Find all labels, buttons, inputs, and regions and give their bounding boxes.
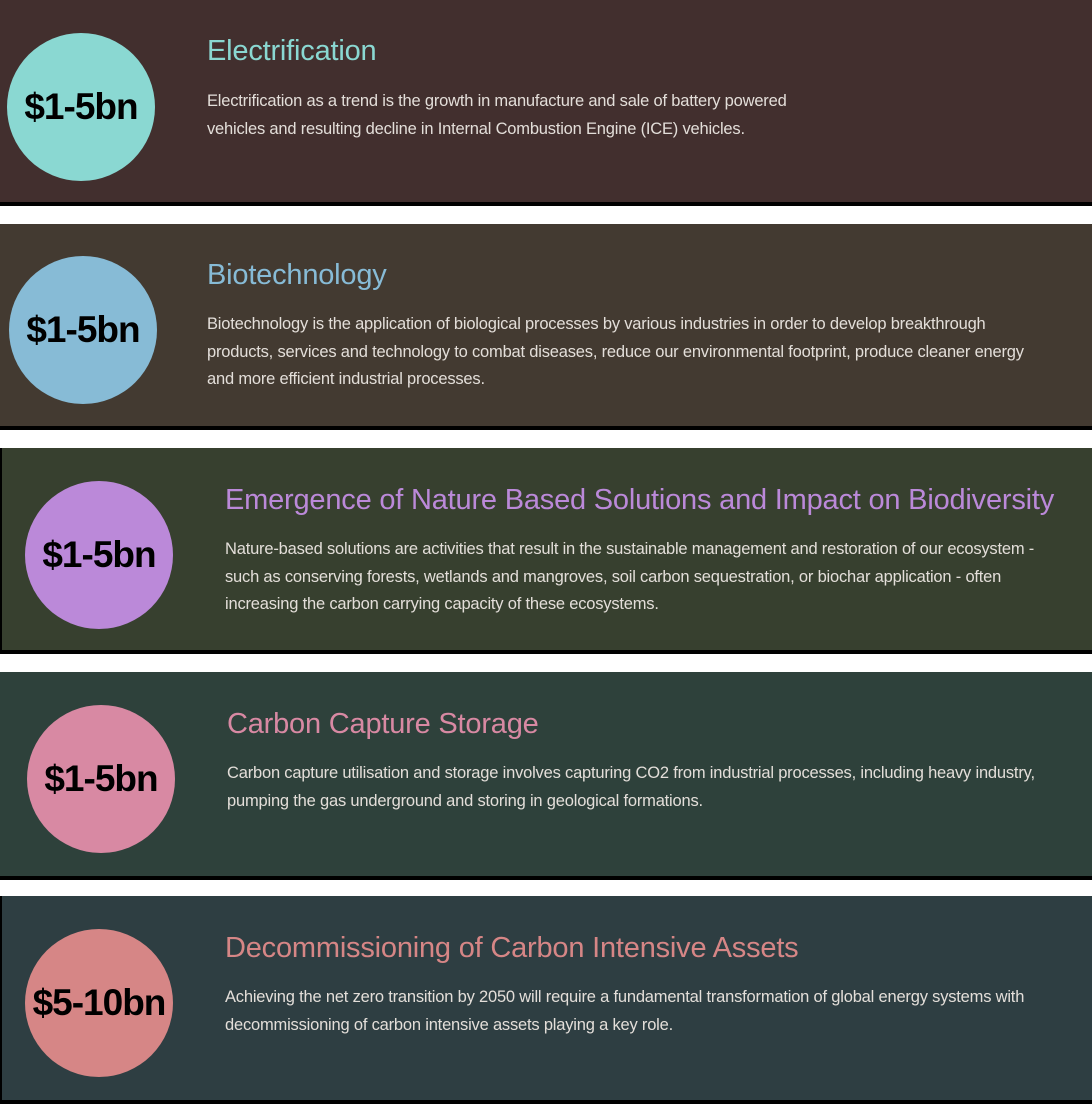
value-badge: $1-5bn — [27, 705, 175, 853]
card-title: Decommissioning of Carbon Intensive Assets — [225, 932, 799, 964]
card-title: Biotechnology — [207, 259, 387, 291]
value-badge: $1-5bn — [9, 256, 157, 404]
card-title: Emergence of Nature Based Solutions and Impact on Biodiversity — [225, 484, 1055, 516]
trend-card-decommissioning — [0, 896, 1092, 1104]
trend-card-biotechnology — [0, 224, 1092, 430]
value-badge: $1-5bn — [7, 33, 155, 181]
card-title: Electrification — [207, 35, 377, 67]
card-description: Biotechnology is the application of biological processes by various industries in order to develop breakthrough products, services and technology to combat diseases, reduce our environmental footprint, produce cleaner energy and more efficient industrial processes. — [207, 315, 1024, 388]
trend-card-nature-based-solutions — [0, 448, 1092, 654]
value-badge: $1-5bn — [25, 481, 173, 629]
trend-card-carbon-capture-storage — [0, 672, 1092, 880]
card-description: Nature-based solutions are activities that result in the sustainable management and restoration of our ecosystem - such as conserving forests, wetlands and mangroves, soil carbon sequestration, or biochar application - often increasing the carbon carrying capacity of these ecosystems. — [225, 540, 1035, 613]
card-description: Achieving the net zero transition by 2050 will require a fundamental transformation of global energy systems with decommissioning of carbon intensive assets playing a key role. — [225, 988, 1025, 1034]
card-description: Electrification as a trend is the growth in manufacture and sale of battery powered vehicles and resulting decline in Internal Combustion Engine (ICE) vehicles. — [207, 92, 787, 138]
trend-card-electrification — [0, 0, 1092, 206]
value-badge: $5-10bn — [25, 929, 173, 1077]
card-description: Carbon capture utilisation and storage involves capturing CO2 from industrial processes, including heavy industry, pumping the gas underground and storing in geological formations. — [227, 764, 1035, 810]
card-title: Carbon Capture Storage — [227, 708, 539, 740]
